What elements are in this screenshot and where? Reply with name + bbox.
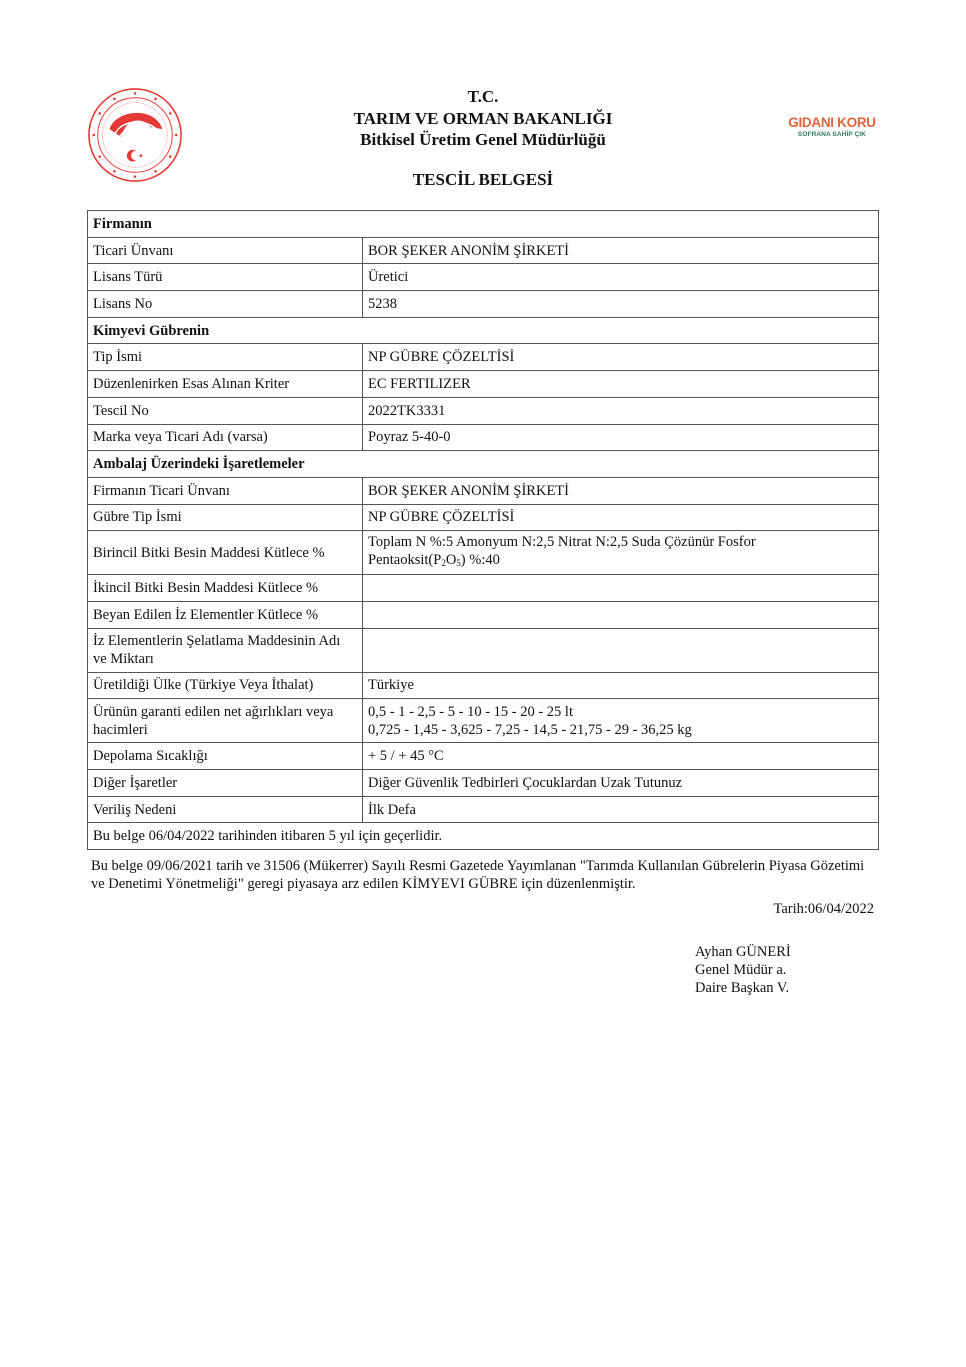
row-value: BOR ŞEKER ANONİM ŞİRKETİ <box>363 237 879 264</box>
brand-tagline: SOFRANA SAHİP ÇIK <box>797 131 867 138</box>
value-line: 0,5 - 1 - 2,5 - 5 - 10 - 15 - 20 - 25 lt <box>368 703 573 720</box>
label-line: Ürünün garanti edilen net ağırlıkları veya <box>93 703 334 720</box>
ministry-seal-icon <box>86 86 184 184</box>
row-label: Lisans Türü <box>88 264 363 291</box>
row-value: İlk Defa <box>363 796 879 823</box>
nutrient-line-2 <box>368 551 873 572</box>
regulation-note: Bu belge 09/06/2021 tarih ve 31506 (Mükerrer) Sayılı Resmi Gazetede Yayımlanan "Tarımda Kullanılan Gübrelerin Piyasa Gözetimi ve Denetimi Yönetmeliği" geregi piyasaya arz edilen KİMYEVI GÜBRE için düzenlenmiştir. <box>91 858 865 892</box>
table-row <box>88 504 879 531</box>
row-label: İkincil Bitki Besin Maddesi Kütlece % <box>88 575 363 602</box>
row-label: Lisans No <box>88 291 363 318</box>
table-row <box>88 291 879 318</box>
nutrient-text: ) %:40 <box>460 552 500 569</box>
row-label: Veriliş Nedeni <box>88 796 363 823</box>
label-line: hacimleri <box>93 721 148 738</box>
table-row <box>88 264 879 291</box>
row-label: Depolama Sıcaklığı <box>88 743 363 770</box>
row-label: Beyan Edilen İz Elementler Kütlece % <box>88 601 363 628</box>
table-row <box>88 397 879 424</box>
table-row <box>88 743 879 770</box>
row-value: NP GÜBRE ÇÖZELTİSİ <box>363 344 879 371</box>
row-value: EC FERTILIZER <box>363 371 879 398</box>
row-label: Ticari Ünvanı <box>88 237 363 264</box>
validity-row <box>88 823 879 850</box>
brand-name: GIDANI KORU <box>788 115 876 130</box>
row-value <box>363 575 879 602</box>
section-row <box>88 211 879 238</box>
row-label <box>88 628 363 672</box>
value-line: 0,725 - 1,45 - 3,625 - 7,25 - 14,5 - 21,75 - 29 - 36,25 kg <box>368 721 692 738</box>
nutrient-line-1: Toplam N %:5 Amonyum N:2,5 Nitrat N:2,5 Suda Çözünür Fosfor <box>368 534 756 551</box>
table-row <box>88 699 879 743</box>
nutrient-text: Pentaoksit(P <box>368 552 442 569</box>
row-label <box>88 699 363 743</box>
table-row <box>88 531 879 575</box>
issue-date: Tarih:06/04/2022 <box>773 901 874 917</box>
header-country: T.C. <box>467 87 499 106</box>
brand-logo <box>782 116 882 139</box>
signatory-title-2: Daire Başkan V. <box>695 980 790 996</box>
header-directorate: Bitkisel Üretim Genel Müdürlüğü <box>360 130 606 149</box>
section-row <box>88 451 879 478</box>
section-fertilizer: Kimyevi Gübrenin <box>88 317 879 344</box>
document-header <box>300 86 666 151</box>
row-value: Üretici <box>363 264 879 291</box>
row-value: + 5 / + 45 °C <box>363 743 879 770</box>
section-firm: Firmanın <box>88 211 879 238</box>
table-row <box>88 628 879 672</box>
table-row <box>88 344 879 371</box>
row-value: BOR ŞEKER ANONİM ŞİRKETİ <box>363 477 879 504</box>
table-row <box>88 477 879 504</box>
row-label: Gübre Tip İsmi <box>88 504 363 531</box>
document-title: TESCİL BELGESİ <box>412 170 554 189</box>
row-value: 5238 <box>363 291 879 318</box>
subscript: 2 <box>441 558 446 569</box>
row-label: Birincil Bitki Besin Maddesi Kütlece % <box>88 531 363 575</box>
row-value: NP GÜBRE ÇÖZELTİSİ <box>363 504 879 531</box>
row-value <box>363 601 879 628</box>
row-value <box>363 628 879 672</box>
row-value <box>363 531 879 575</box>
table-row <box>88 672 879 699</box>
row-label: Üretildiği Ülke (Türkiye Veya İthalat) <box>88 672 363 699</box>
signature-block <box>695 943 791 997</box>
table-row <box>88 770 879 797</box>
header-ministry: TARIM VE ORMAN BAKANLIĞI <box>353 109 613 128</box>
row-label: Diğer İşaretler <box>88 770 363 797</box>
signatory-name: Ayhan GÜNERİ <box>695 944 791 960</box>
row-label: Tip İsmi <box>88 344 363 371</box>
signatory-title-1: Genel Müdür a. <box>695 962 787 978</box>
registration-table <box>87 210 879 850</box>
row-value: Poyraz 5-40-0 <box>363 424 879 451</box>
row-value: Türkiye <box>363 672 879 699</box>
row-label: Firmanın Ticari Ünvanı <box>88 477 363 504</box>
label-line: İz Elementlerin Şelatlama Maddesinin Adı <box>93 633 341 650</box>
nutrient-text: O <box>445 552 457 569</box>
row-label: Tescil No <box>88 397 363 424</box>
table-row <box>88 575 879 602</box>
validity-text: Bu belge 06/04/2022 tarihinden itibaren 5 yıl için geçerlidir. <box>88 823 879 850</box>
row-value: Diğer Güvenlik Tedbirleri Çocuklardan Uzak Tutunuz <box>363 770 879 797</box>
section-row <box>88 317 879 344</box>
table-row <box>88 237 879 264</box>
table-row <box>88 601 879 628</box>
label-line: ve Miktarı <box>93 651 154 668</box>
row-value: 2022TK3331 <box>363 397 879 424</box>
row-label: Marka veya Ticari Adı (varsa) <box>88 424 363 451</box>
table-row <box>88 371 879 398</box>
subscript: 5 <box>456 558 461 569</box>
table-row <box>88 424 879 451</box>
table-row <box>88 796 879 823</box>
section-packaging: Ambalaj Üzerindeki İşaretlemeler <box>88 451 879 478</box>
row-label: Düzenlenirken Esas Alınan Kriter <box>88 371 363 398</box>
row-value <box>363 699 879 743</box>
